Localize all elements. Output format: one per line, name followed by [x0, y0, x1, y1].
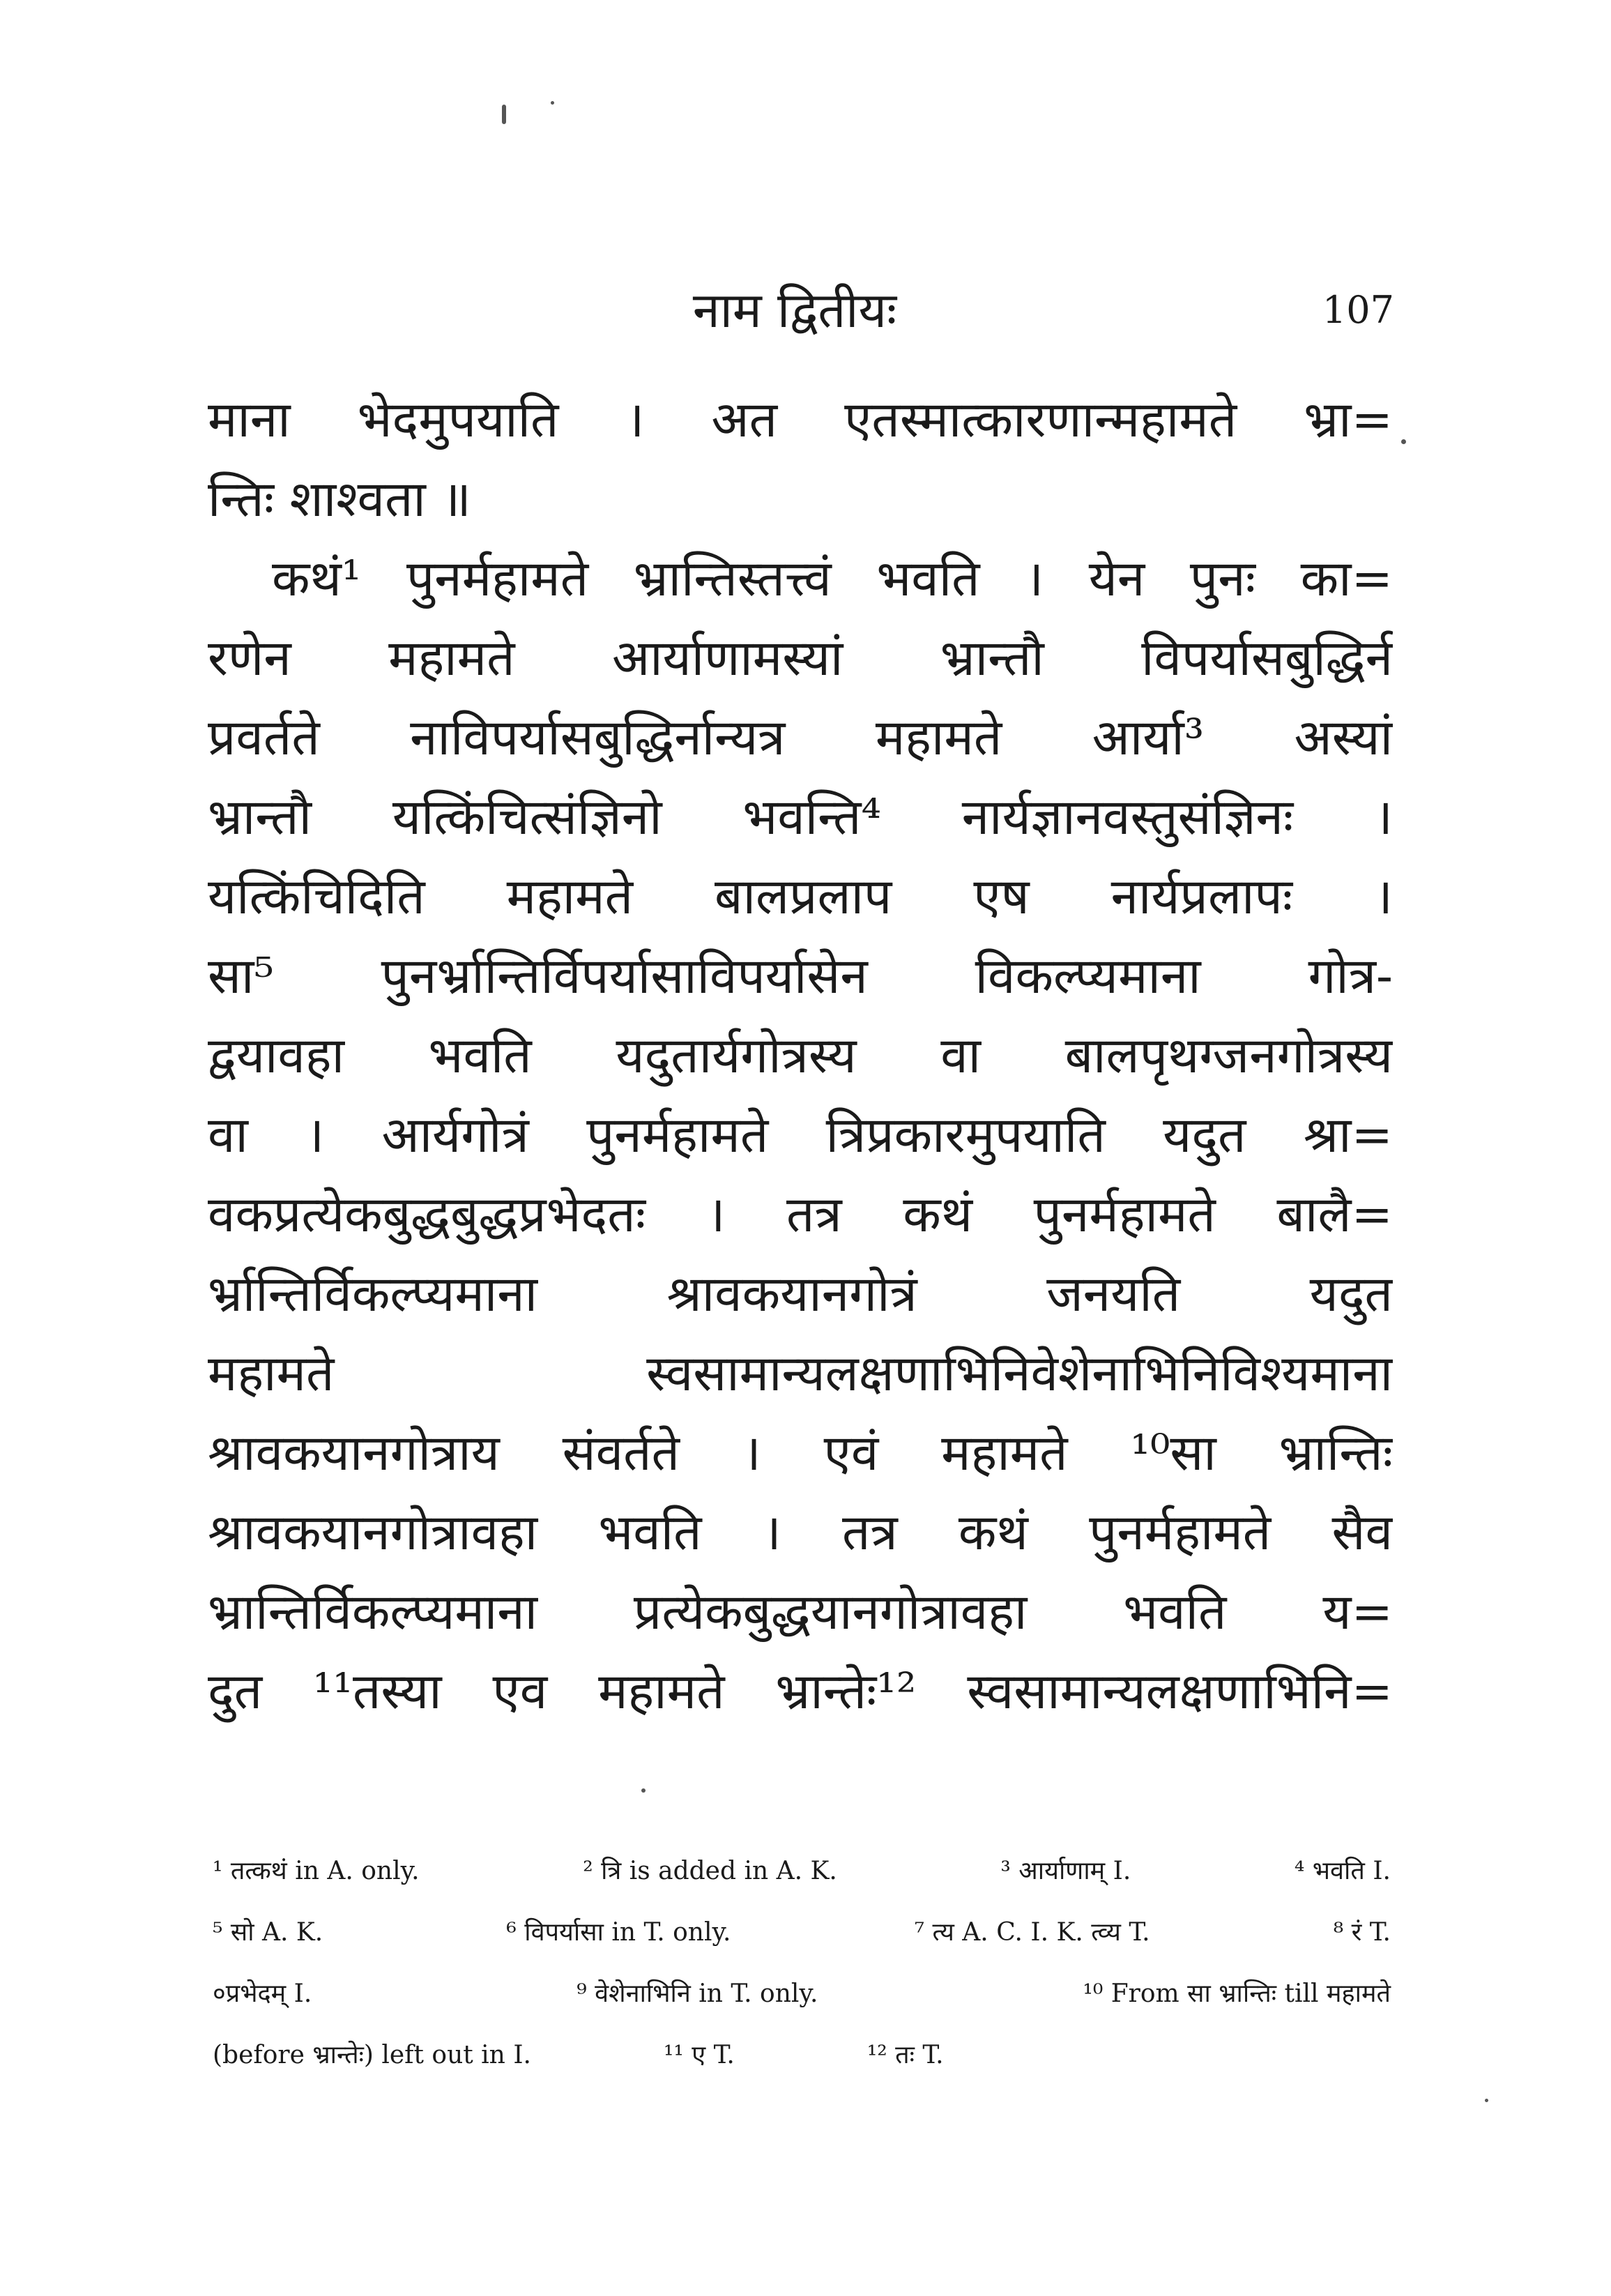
footnote: ⁶ विपर्यासा in T. only. — [506, 1918, 731, 1947]
text-line: द्वयावहा भवति यदुतार्यगोत्रस्य वा बालपृथग्जनगोत्रस्य — [208, 1026, 1393, 1084]
footnotes — [213, 1841, 1391, 2086]
text-line: यत्किंचिदिति महामते बालप्रलाप एष नार्यप्रलापः । — [208, 867, 1393, 925]
scan-speck — [1485, 2099, 1488, 2102]
main-text — [208, 380, 1393, 1731]
footnote: ³ आर्याणाम् I. — [1000, 1857, 1131, 1885]
text-line: महामते स्वसामान्यलक्षणाभिनिवेशेनाभिनिविश्यमाना — [208, 1344, 1393, 1402]
text-line: न्तिः शाश्वता ॥ — [208, 470, 471, 528]
scan-speck — [551, 101, 554, 105]
footnote: ०प्रभेदम् I. — [213, 1979, 312, 2008]
text-line: र्भ्रान्तिर्विकल्प्यमाना श्रावकयानगोत्रं जनयति यदुत — [208, 1265, 1393, 1323]
page-number: 107 — [1322, 288, 1394, 332]
footnote: ¹² तः T. — [866, 2041, 944, 2069]
footnote: ¹ तत्कथं in A. only. — [213, 1857, 420, 1885]
footnote: ⁹ वेशेनाभिनि in T. only. — [577, 1979, 818, 2008]
text-line: श्रावकयानगोत्रावहा भवति । तत्र कथं पुनर्महामते सैव — [208, 1503, 1393, 1561]
text-line: वा । आर्यगोत्रं पुनर्महामते त्रिप्रकारमुपयाति यदुत श्रा= — [208, 1106, 1393, 1164]
footnote: ² त्रि is added in A. K. — [583, 1857, 837, 1885]
footnote: ⁸ रं T. — [1333, 1918, 1391, 1947]
text-line: श्रावकयानगोत्राय संवर्तते । एवं महामते ¹⁰सा भ्रान्तिः — [208, 1424, 1393, 1482]
footnote: (before भ्रान्तेः) left out in I. — [213, 2041, 531, 2069]
text-line: वकप्रत्येकबुद्धबुद्धप्रभेदतः । तत्र कथं पुनर्महामते बालै= — [208, 1185, 1393, 1243]
scan-speck — [641, 1788, 646, 1793]
text-line: कथं¹ पुनर्महामते भ्रान्तिस्तत्त्वं भवति । येन पुनः का= — [272, 549, 1393, 607]
running-title: नाम द्वितीयः — [692, 282, 897, 339]
text-line: भ्रान्तिर्विकल्प्यमाना प्रत्येकबुद्धयानगोत्रावहा भवति य= — [208, 1583, 1393, 1641]
scan-speck — [502, 105, 506, 124]
footnote-row — [213, 1841, 1391, 1902]
text-line: प्रवर्तते नाविपर्यासबुद्धिर्नान्यत्र महामते आर्या³ अस्यां — [208, 708, 1393, 766]
text-line: दुत ¹¹तस्या एव महामते भ्रान्तेः¹² स्वसामान्यलक्षणाभिनि= — [208, 1662, 1393, 1720]
scan-speck — [1401, 439, 1406, 444]
footnote: ⁴ भवति I. — [1294, 1857, 1391, 1885]
footnote: ¹⁰ From सा भ्रान्तिः till महामते — [1083, 1979, 1391, 2008]
footnote: ⁷ त्य A. C. I. K. त्व्य T. — [914, 1918, 1150, 1947]
footnote: ¹¹ ए T. — [663, 2041, 735, 2069]
footnote-row — [213, 1963, 1391, 2025]
footnote: ⁵ सो A. K. — [213, 1918, 323, 1947]
text-line: रणेन महामते आर्याणामस्यां भ्रान्तौ विपर्यासबुद्धिर्न — [208, 629, 1393, 687]
page-header — [195, 272, 1394, 349]
text-line: माना भेदमुपयाति । अत एतस्मात्कारणान्महामते भ्रा= — [208, 390, 1393, 448]
text-line: भ्रान्तौ यत्किंचित्संज्ञिनो भवन्ति⁴ नार्यज्ञानवस्तुसंज्ञिनः । — [208, 788, 1393, 846]
text-line: सा⁵ पुनर्भ्रान्तिर्विपर्यासाविपर्यासेन विकल्प्यमाना गोत्र- — [208, 947, 1393, 1005]
footnote-row — [213, 1902, 1391, 1963]
footnote-row — [213, 2025, 1391, 2086]
